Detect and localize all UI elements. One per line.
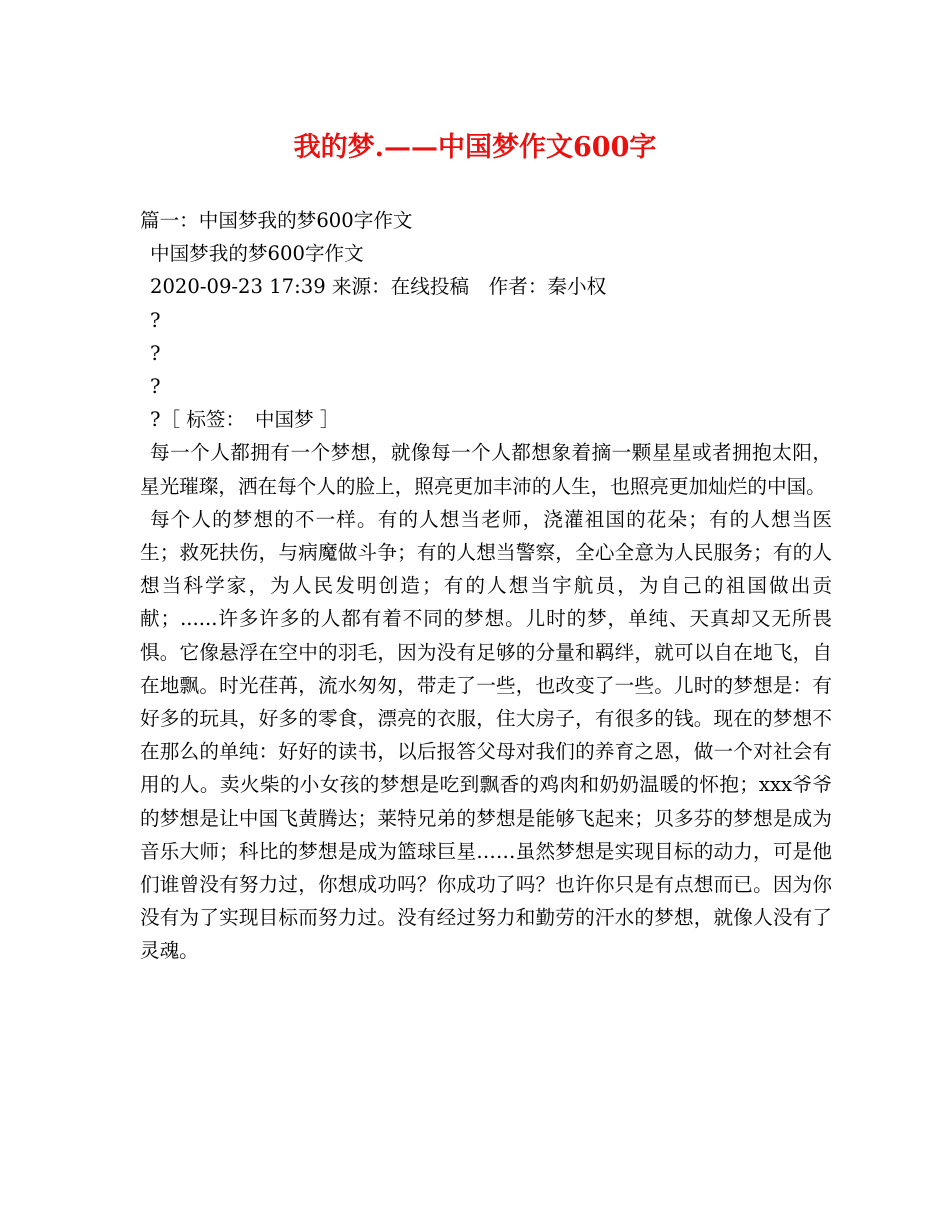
article-meta: 2020-09-23 17:39 来源：在线投稿 作者：秦小权	[150, 275, 607, 299]
section-heading: 篇一：中国梦我的梦600字作文	[140, 209, 413, 232]
paragraph: 每一个人都拥有一个梦想，就像每一个人都想象着摘一颗星星或者拥抱太阳，星光璀璨，洒在每个人的脸上，照亮更加丰沛的人生，也照亮更加灿烂的中国。	[140, 441, 832, 498]
placeholder-mark: ?	[150, 308, 161, 332]
placeholder-mark: ?	[150, 341, 161, 365]
document-body	[140, 204, 832, 968]
tags-line: ?［ 标签： 中国梦 ］	[150, 408, 340, 432]
document-title: 我的梦.——中国梦作文600字	[293, 132, 657, 163]
paragraph: 每个人的梦想的不一样。有的人想当老师，浇灌祖国的花朵；有的人想当医生；救死扶伤，与病魔做斗争；有的人想当警察，全心全意为人民服务；有的人想当科学家，为人民发明创造；有的人想当宇航员，为自己的祖国做出贡献；......许多许多的人都有着不同的梦想。儿时的梦，单纯、天真却又无所畏惧。它像悬浮在空中的羽毛，因为没有足够的分量和羁绊，就可以自在地飞，自在地飘。时光荏苒，流水匆匆，带走了一些，也改变了一些。儿时的梦想是：有好多的玩具，好多的零食，漂亮的衣服，住大房子，有很多的钱。现在的梦想不在那么的单纯：好好的读书，以后报答父母对我们的养育之恩，做一个对社会有用的人。卖火柴的小女孩的梦想是吃到飘香的鸡肉和奶奶温暖的怀抱；xxx爷爷的梦想是让中国飞黄腾达；莱特兄弟的梦想是能够飞起来；贝多芬的梦想是成为音乐大师；科比的梦想是成为篮球巨星……虽然梦想是实现目标的动力，可是他们谁曾没有努力过，你想成功吗？你成功了吗？也许你只是有点想而已。因为你没有为了实现目标而努力过。没有经过努力和勤劳的汗水的梦想，就像人没有了灵魂。	[140, 507, 832, 963]
article-title: 中国梦我的梦600字作文	[150, 242, 364, 266]
placeholder-mark: ?	[150, 374, 161, 398]
